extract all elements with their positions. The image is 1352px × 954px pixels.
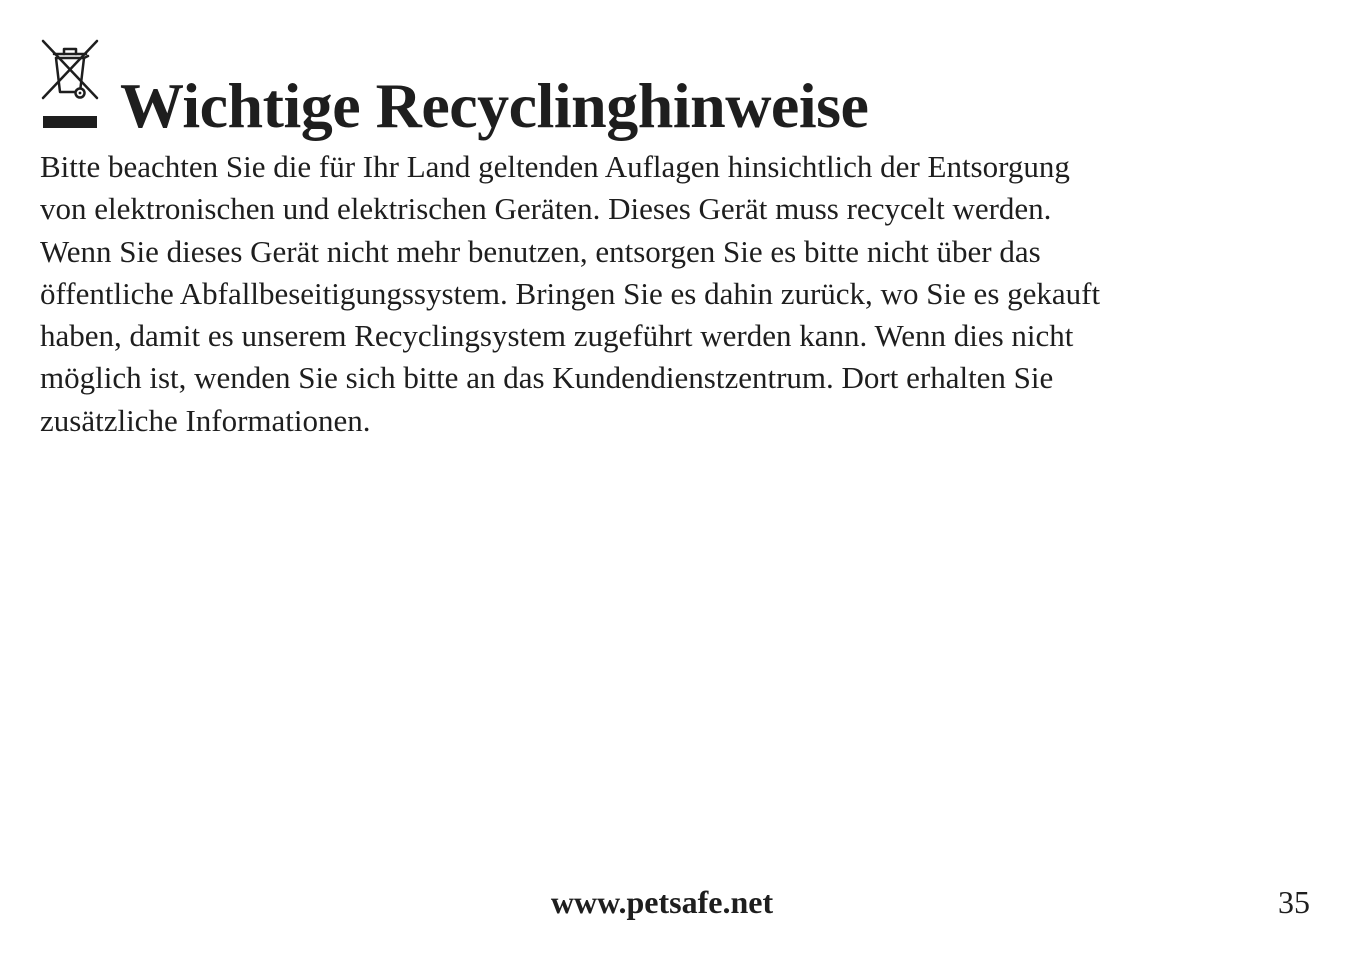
paragraph-line: von elektronischen und elektrischen Geräten. Dieses Gerät muss recycelt werden. <box>40 191 1052 227</box>
paragraph-line: Wenn Sie dieses Gerät nicht mehr benutzen, entsorgen Sie es bitte nicht über das <box>40 233 1041 269</box>
paragraph-line: öffentliche Abfallbeseitigungssystem. Bringen Sie es dahin zurück, wo Sie es gekauft <box>40 275 1101 311</box>
footer-url: www.petsafe.net <box>550 884 774 920</box>
recycling-notice-paragraph <box>40 146 1290 442</box>
crossed-out-wheelie-bin-icon <box>40 38 100 130</box>
paragraph-line: zusätzliche Informationen. <box>40 402 371 438</box>
page-title: Wichtige Recyclinghinweise <box>120 70 869 141</box>
paragraph-line: haben, damit es unserem Recyclingsystem zugeführt werden kann. Wenn dies nicht <box>40 318 1074 354</box>
page-number: 35 <box>1278 884 1310 920</box>
header <box>40 38 1280 141</box>
paragraph-line: Bitte beachten Sie die für Ihr Land geltenden Auflagen hinsichtlich der Entsorgung <box>40 149 1070 184</box>
paragraph-line: möglich ist, wenden Sie sich bitte an das Kundendienstzentrum. Dort erhalten Sie <box>40 360 1054 396</box>
